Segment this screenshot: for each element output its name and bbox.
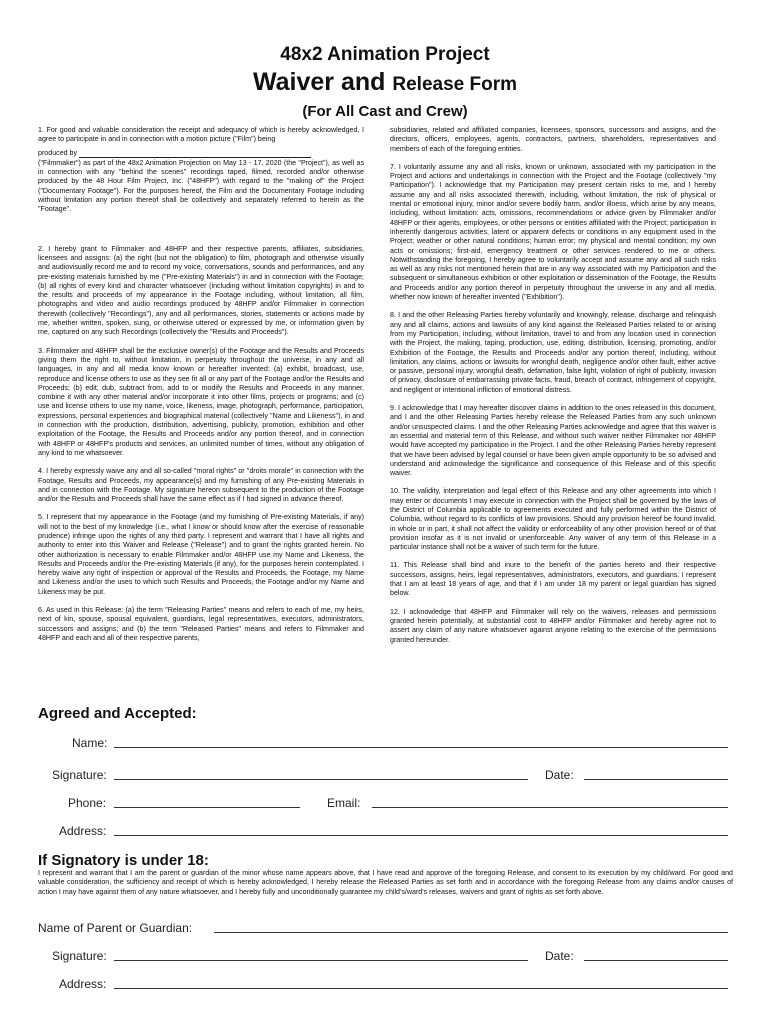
date-label: Date: [545, 768, 574, 782]
form-title [0, 68, 770, 99]
form-title-block [0, 44, 770, 121]
clause-4: 4. I hereby expressly waive any and all so-called "moral rights" or "droits morale" in connection with the Footage, Results and Proceeds, my appearance(s) and my furnishing of any Pre-existing Materials in and in connection with the Footage. My signature hereon subsequent to the production of the Footage and/or the Results and Proceeds shall have the same effect as if I had signed in advance thereof. [38, 467, 364, 504]
form-title-big: Waiver and [252, 68, 386, 96]
clause-11: 11. This Release shall bind and inure to the benefit of the parties hereto and their respective successors, assigns, heirs, legal representatives, administrators, executors, and guardians. I represent that I am at least 18 years of age, and that if I am under 18 my parent or legal guardian has signed below. [390, 561, 716, 598]
phone-label: Phone: [68, 796, 107, 810]
parent-date-label: Date: [545, 949, 574, 963]
parent-name-field[interactable] [214, 932, 728, 933]
clause-6-cont: subsidiaries, related and affiliated companies, licensees, sponsors, successors and assigns, and the directors, officers, employees, agents, contractors, partners, shareholders, representatives and members of each of the foregoing entities. [390, 126, 716, 153]
parent-address-field[interactable] [114, 988, 728, 989]
clause-3: 3. Filmmaker and 48HFP shall be the exclusive owner(s) of the Footage and the Results and Proceeds giving them the right to, without limitation, in perpetuity throughout the universe, in any and all languages, in any and all media know known or hereafter invented: (a) exhibit, broadcast, use, reproduce and license others to use as they see fit all or any part of the Footage and/or the Results and Proceeds; (b) edit, dub, subtract from, add to or modify the Results and Proceeds in any manner, combine it with any other material and/or incorporate it into other films, projects or programs; and (c) use and license others to use my name, voice, likeness, image, photograph, performance, participation, expressions, personal experiences and biographical material (collectively "Name and Likeness"), in and in connection with the production, distribution, advertising, publicity, promotion, exhibition and other exploitation of the Footage, the Results and Proceeds and/or any portion thereof, and in connection with 48HFP or 48HFP's products and services, an unlimited number of times, without any obligation of any kind to me whatsoever. [38, 346, 364, 457]
clause-10: 10. The validity, interpretation and legal effect of this Release and any other agreements into which I may enter or documents I may execute in connection with the Project shall be governed by the laws of the District of Columbia applicable to agreements executed and fully performed within the District of Columbia, without regard to its conflicts of law provisions. Should any provision hereof be found invalid, in whole or in part, it shall not affect the validity or enforceability of any other provision hereof or of that provision insofar as it is not invalid or unenforceable. Any waiver of any term of this Release in a particular instance shall not be a waiver of such term for the future. [390, 487, 716, 552]
parent-signature-label: Signature: [52, 949, 107, 963]
email-label: Email: [327, 796, 361, 810]
minor-heading: If Signatory is under 18: [38, 852, 209, 869]
clause-2: 2. I hereby grant to Filmmaker and 48HFP and their respective parents, affiliates, subsidiaries, licensees and assigns: (a) the right (but not the obligation) to film, photograph and otherwise visually and audiovisually record me and to record my voice, conversations, sounds and performances, and any pre-existing materials furnished by me ("Pre-existing Materials") in and in connection with the Footage; (b) all rights of every kind and character whatsoever (including without limitation copyrights) in and to the results and proceeds of my appearance in the Footage including, without limitation, all film, photographs and video and audio recordings produced by 48HFP and/or Filmmaker in connection therewith (collectively "Recordings"), any and all performances, stories, statements or actions made by me, whether written, spoken, sung, or otherwise uttered or expressed by me, or information given by me, captured on any such Recordings (collectively the "Results and Proceeds"). [38, 244, 364, 337]
parent-date-field[interactable] [584, 960, 728, 961]
phone-field[interactable] [114, 807, 300, 808]
produced-by-field[interactable] [79, 149, 311, 158]
form-title-small: Release Form [392, 74, 518, 95]
clause-9: 9. I acknowledge that I may hereafter discover claims in addition to the ones released in this document, and I and the other Releasing Parties hereby release the Released Parties from any such unknown and/or unsuspected claims. I and the other Releasing Parties acknowledge and agree that this waiver is an essential and material term of this Release, and without such waiver neither Filmmaker nor 48HFP would have accepted my participation in the Project. I and the other Releasing Parties hereby represent that we have been advised by legal counsel or have been given ample opportunity to be so advised and understand and acknowledge the significance and consequence of this Release and of this specific waiver. [390, 404, 716, 478]
address-field[interactable] [114, 835, 728, 836]
name-field[interactable] [114, 747, 728, 748]
parent-address-label: Address: [59, 977, 107, 991]
minor-consent-text: I represent and warrant that I am the parent or guardian of the minor whose name appears above, that I have read and approve of the foregoing Release, and consent to its execution by my child/ward. For good and valuable consideration, the sufficiency and receipt of which is hereby acknowledged, I hereby release the Released Parties as set forth and in accordance with the foregoing Release from any claims and/or causes of action I may have against them of any nature whatsoever, and I hereby fully and unconditionally guarantee my child's/ward's releases, waivers and grant of rights as set forth above. [38, 869, 733, 896]
clause-6: 6. As used in this Release: (a) the term "Releasing Parties" means and refers to each of me, my heirs, next of kin, spouse, spousal equivalent, guardians, legal representatives, executors, administrators, successors and assigns; and (b) the term "Released Parties" means and refers to Filmmaker and 48HFP and each and all of their respective parents, [38, 606, 364, 642]
clause-1: 1. For good and valuable consideration the receipt and adequacy of which is hereby acknowledged, I agree to participate in and in connection with a motion picture ("Film") being [38, 126, 364, 144]
date-field[interactable] [584, 779, 728, 780]
project-title: 48x2 Animation Project [280, 44, 490, 65]
clause-12: 12. I acknowledge that 48HFP and Filmmaker will rely on the waivers, releases and permissions granted herein potentially, at substantial cost to 48HFP and/or Filmmaker and hereby agree not to assert any claim of any nature whatsoever against anyone relating to the exercise of the permissions granted hereunder. [390, 607, 716, 644]
email-field[interactable] [372, 807, 728, 808]
parent-signature-field[interactable] [114, 960, 528, 961]
signature-field[interactable] [114, 779, 528, 780]
clause-7: 7. I voluntarily assume any and all risks, known or unknown, associated with my participation in the Project and actions and undertakings in connection with the Project and the Footage (collectively "my Participation"). I acknowledge that my Participation may present certain risks to me, and I hereby assume any and all risks associated therewith, including, without limitation, the risk of physical or mental or emotional injury, minor and/or severe bodily harm, and/or illness, which arise by any means, including, without limitation: acts, omissions, recommendations or advice given by Filmmaker and/or 48HFP or their agents, employees, or other persons or entities affiliated with the Project; participation in inherently dangerous activities, latent or apparent defects or conditions in any equipment used in the Project; weather or other natural conditions; human error; my physical and mental condition; my own acts or omissions; first-aid, emergency treatment or other services rendered to me or others. Notwithstanding the foregoing, I hereby agree to voluntarily accept and assume any and all such risks as well as any risks not mentioned herein that are in any way associated with my Participation and the subsequent or simultaneous exhibition or other exploitation or dissemination of the Footage, the Results and Proceeds and/or any portion thereof in perpetuity throughout the universe in any and all media, whether now known of hereafter invented ("Exhibition"). [390, 162, 716, 302]
parent-name-label: Name of Parent or Guardian: [38, 921, 193, 935]
clause-8: 8. I and the other Releasing Parties hereby voluntarily and knowingly, release, discharge and relinquish any and all claims, actions and lawsuits of any kind against the Released Parties related to or arising from my Participation, including, without limitation, travel to and from any location used in connection with the Project, the making, taping, production, use, editing, distribution, licensing, promoting, and/or Exhibition of the Footage, the Results and Proceeds and/or any portion thereof, including, without limitation, any claims, actions or lawsuits for wrongful death, negligence and/or other fault, either active or passive, personal injury, wrongful death, defamation, false light, violation of right of publicity, invasion of privacy, disclosure of embarrassing private facts, fraud, breach of contract, infringement of copyright, and negligent or intentional infliction of emotional distress. [390, 311, 716, 394]
left-column [38, 126, 364, 652]
clause-1-cont: ("Filmmaker") as part of the 48x2 Animation Projection on May 13 - 17, 2020 (the "Project"), as well as in connection with any "behind the scenes" recordings taped, filmed, recorded and/or otherwise produced by the 48 Hour Film Project, Inc. ("48HFP") with regard to the "making of" the Project ("Documentary Footage"). For the purposes hereof, the Film and the Documentary Footage including without limitation any portion thereof shall be collectively and separately referred to herein as the "Footage". [38, 158, 364, 214]
address-label: Address: [59, 824, 107, 838]
produced-by-line [38, 149, 364, 158]
signature-label: Signature: [52, 768, 107, 782]
clause-5: 5. I represent that my appearance in the Footage (and my furnishing of Pre-existing Materials, if any) will not to the best of my knowledge (i.e., what I know or should know after the exercise of reasonable prudence) infringe upon the rights of any third party. I represent and warrant that I have all rights and authority to enter into this Waiver and Release ("Release") and to grant the rights granted herein. No other authorization is necessary to enable Filmmaker and/or 48HFP use my Name and Likeness, the Results and Proceeds and/or the Pre-existing Materials (if any), for the purposes herein contemplated. I hereby waive any right of inspection or approval of the Results and Proceeds, the Footage, my Name and Likeness and/or the uses to which such Results and Proceeds, the Footage and/or my Name and Likeness may be put. [38, 513, 364, 596]
right-column [390, 126, 716, 654]
produced-by-label: produced by [38, 148, 78, 157]
name-label: Name: [72, 736, 108, 750]
form-subtitle: (For All Cast and Crew) [302, 103, 468, 120]
agreed-heading: Agreed and Accepted: [38, 705, 197, 722]
